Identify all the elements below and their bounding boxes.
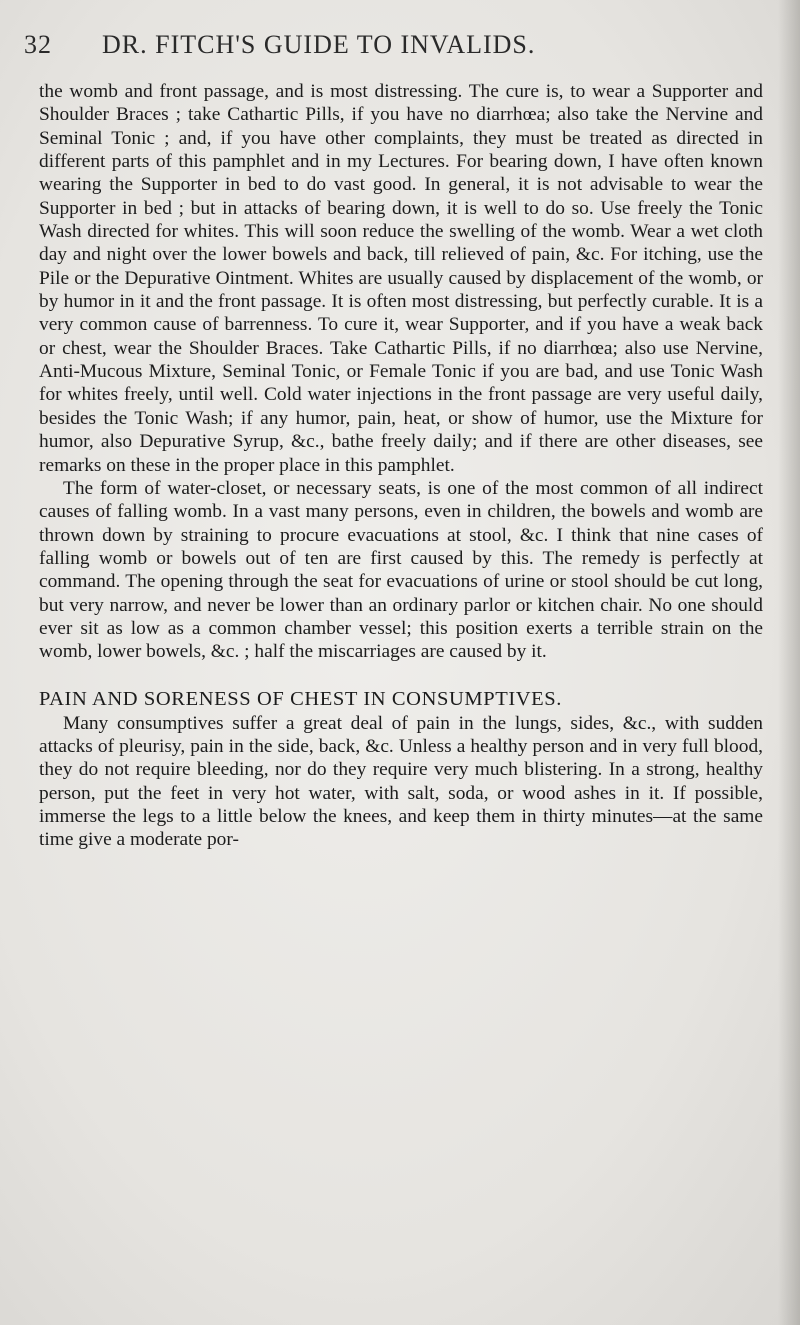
paragraph-consumptives: Many consumptives suffer a great deal of pain in the lungs, sides, &c., with sudden attacks of pleurisy, pain in the side, back, &c. Unless a healthy person and in very full blood, they do not require bleeding, nor do they require very much blistering. In a strong, healthy person, put the feet in very hot water, with salt, soda, or wood ashes in it. If possible, immerse the legs to a little below the knees, and keep them in thirty minutes—at the same time give a moderate por- [39,712,763,851]
page-header [24,30,760,66]
paragraph-water-closet: The form of water-closet, or necessary seats, is one of the most common of all indirect causes of falling womb. In a vast many persons, even in children, the bowels and womb are thrown down by straining to procure evacuations at stool, &c. I think that nine cases of falling womb or bowels out of ten are first caused by this. The remedy is perfectly at command. The opening through the seat for evacuations of urine or stool should be cut long, but very narrow, and never be lower than an ordinary parlor or kitchen chair. No one should ever sit as low as a common chamber vessel; this position exerts a terrible strain on the womb, lower bowels, &c. ; half the miscarriages are caused by it. [39,477,763,663]
page-edge-shadow [778,0,800,1325]
page-number: 32 [24,30,52,59]
running-title: DR. FITCH'S GUIDE TO INVALIDS. [102,30,536,59]
paragraph-continued: the womb and front passage, and is most distressing. The cure is, to wear a Supporter and Shoulder Braces ; take Cathartic Pills, if you have no diarrhœa; also take the Nervine and Seminal Tonic ; and, if you have other complaints, they must be treated as directed in different parts of this pamphlet and in my Lectures. For bearing down, I have often known wearing the Supporter in bed to do vast good. In general, it is not advisable to wear the Supporter in bed ; but in attacks of bearing down, it is well to do so. Use freely the Tonic Wash directed for whites. This will soon reduce the swelling of the womb. Wear a wet cloth day and night over the lower bowels and back, till relieved of pain, &c. For itching, use the Pile or the Depurative Ointment. Whites are usually caused by displacement of the womb, or by humor in it and the front passage. It is often most distressing, but perfectly curable. It is a very common cause of barrenness. To cure it, wear Supporter, and if you have a weak back or chest, wear the Shoulder Braces. Take Cathartic Pills, if no diarrhœa; also use Nervine, Anti-Mucous Mixture, Seminal Tonic, or Female Tonic if you are bad, and use Tonic Wash for whites freely, until well. Cold water injections in the front passage are very useful daily, besides the Tonic Wash; if any humor, pain, heat, or show of humor, use the Mixture for humor, also Depurative Syrup, &c., bathe freely daily; and if there are other diseases, see remarks on these in the proper place in this pamphlet. [39,81,763,476]
section-heading: PAIN AND SORENESS OF CHEST IN CONSUMPTIVES. [39,687,563,710]
body-text [39,80,763,852]
